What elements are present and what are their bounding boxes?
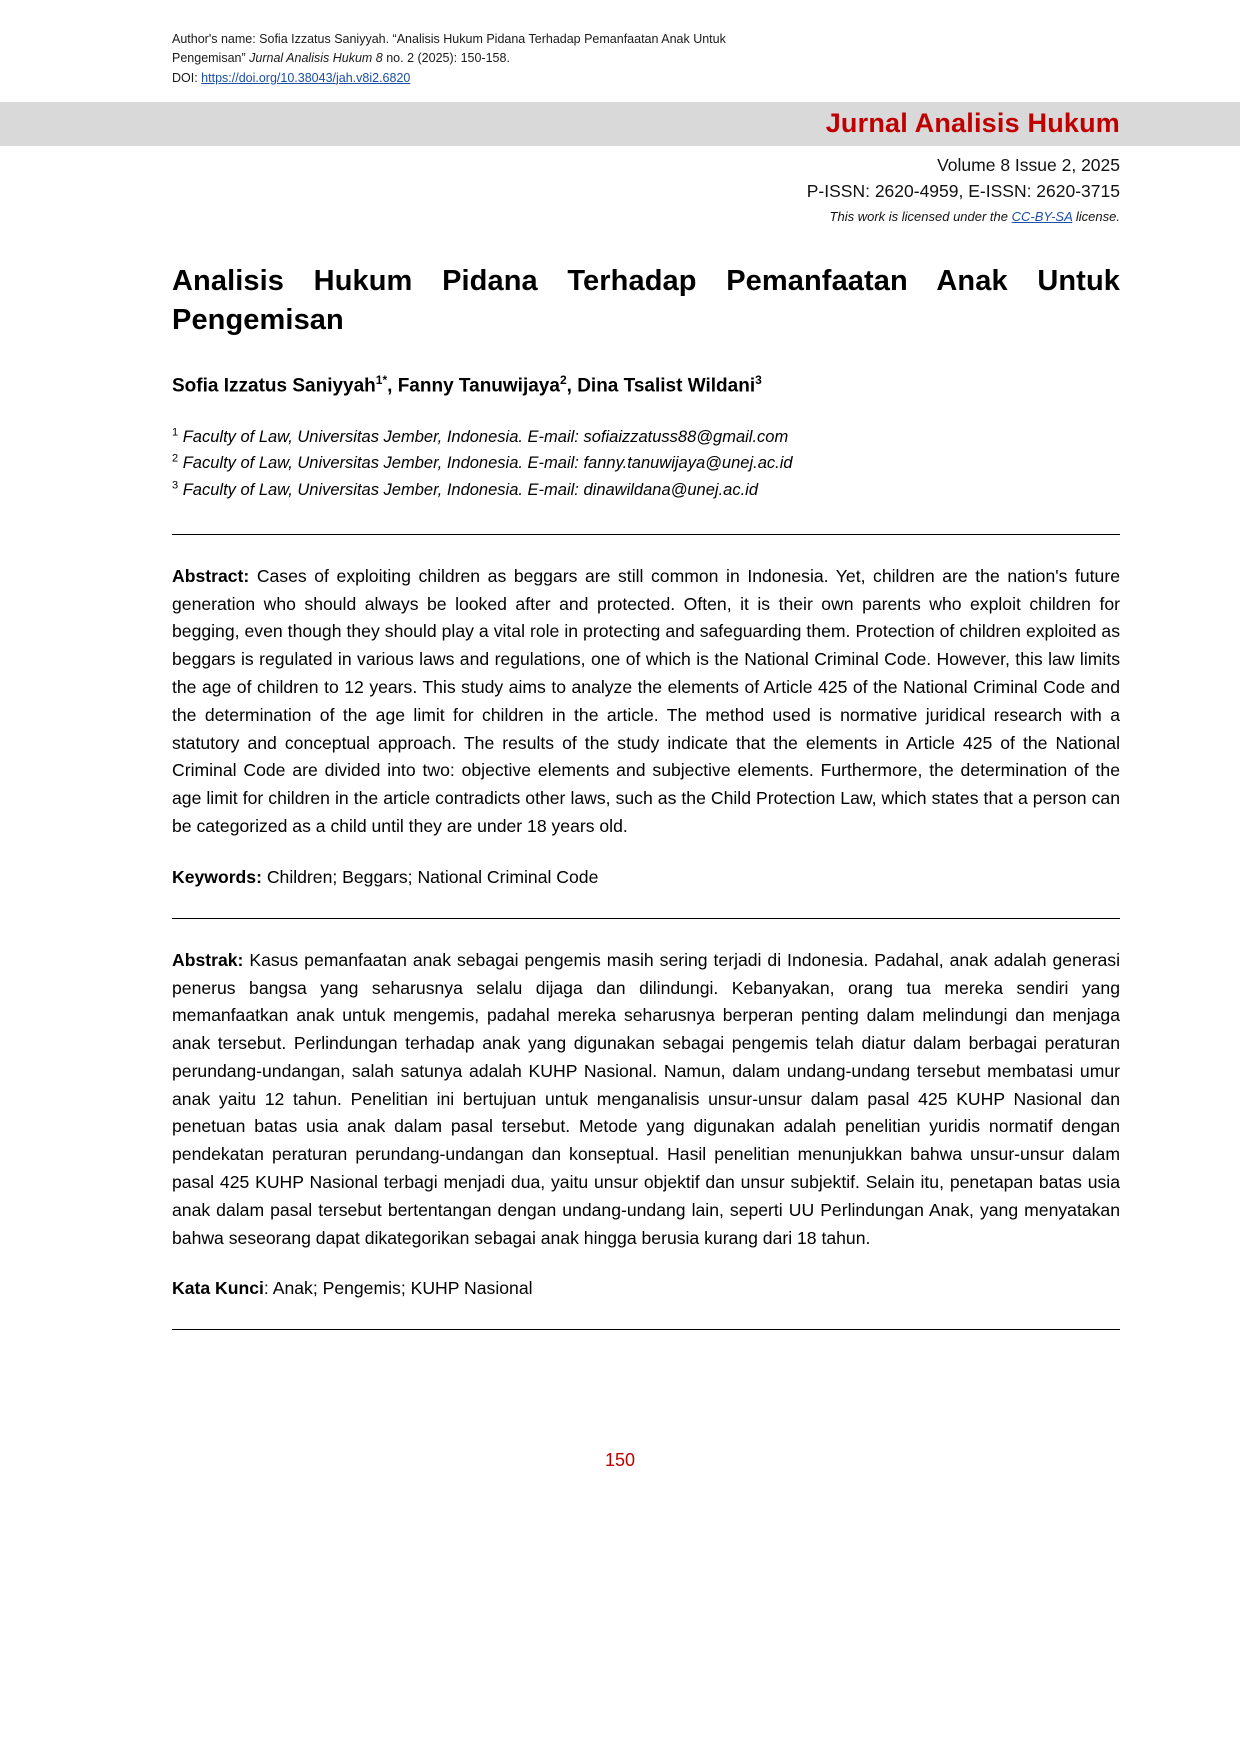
divider-middle bbox=[172, 918, 1120, 919]
affiliation-item bbox=[172, 450, 1120, 477]
journal-meta bbox=[0, 146, 1240, 226]
running-head-journal-name: Jurnal Analisis Hukum 8 bbox=[249, 51, 383, 66]
affiliation-text: Faculty of Law, Universitas Jember, Indonesia. E-mail: sofiaizzatuss88@gmail.com bbox=[182, 427, 789, 446]
running-head-line-2 bbox=[172, 49, 1120, 68]
abstrak-text: Kasus pemanfaatan anak sebagai pengemis masih sering terjadi di Indonesia. Padahal, anak adalah generasi penerus bangsa yang seharusnya selalu dijaga dan dilindungi. Kebanyakan, orang tua mereka sendiri yang memanfaatkan anak untuk mengemis, padahal mereka seharusnya berperan penting dalam melindungi dan menjaga anak tersebut. Perlindungan terhadap anak yang digunakan sebagai pengemis telah diatur dalam berbagai peraturan perundang-undangan, salah satunya adalah KUHP Nasional. Namun, dalam undang-undang tersebut membatasi umur anak yaitu 12 tahun. Penelitian ini bertujuan untuk menganalisis unsur-unsur dalam pasal 425 KUHP Nasional dan penetuan batas usia anak dalam pasal tersebut. Metode yang digunakan adalah penelitian yuridis normatif dengan pendekatan peraturan perundang-undangan dan konseptual. Hasil penelitian menunjukkan bahwa unsur-unsur dalam pasal 425 KUHP Nasional terbagi menjadi dua, yaitu unsur objektif dan unsur subjektif. Selain itu, penetapan batas usia anak dalam pasal tersebut bertentangan dengan undang-undang lain, seperti UU Perlindungan Anak, yang menyatakan bahwa seseorang dapat dikategorikan sebagai anak hingga berusia kurang dari 18 tahun. bbox=[172, 949, 1120, 1248]
page-number: 150 bbox=[604, 1450, 636, 1471]
license-link[interactable]: CC-BY-SA bbox=[1011, 208, 1073, 224]
journal-title: Jurnal Analisis Hukum bbox=[825, 108, 1120, 139]
keywords-label: Keywords: bbox=[172, 866, 262, 887]
doi-link[interactable]: https://doi.org/10.38043/jah.v8i2.6820 bbox=[201, 70, 411, 85]
journal-issn: P-ISSN: 2620-4959, E-ISSN: 2620-3715 bbox=[806, 181, 1120, 202]
author-2-marker: 2 bbox=[559, 373, 567, 388]
author-list bbox=[172, 373, 1120, 397]
license-post: license. bbox=[1072, 208, 1120, 224]
affiliation-text: Faculty of Law, Universitas Jember, Indonesia. E-mail: fanny.tanuwijaya@unej.ac.id bbox=[182, 454, 793, 473]
page-title: Analisis Hukum Pidana Terhadap Pemanfaatan Anak Untuk Pengemisan bbox=[172, 265, 1120, 336]
abstract-text: Cases of exploiting children as beggars are still common in Indonesia. Yet, children are the nation's future generation who should always be looked after and protected. Often, it is their own parents who exploit children for begging, even though they should play a vital role in protecting and safeguarding them. Protection of children exploited as beggars is regulated in various laws and regulations, one of which is the National Criminal Code. However, this law limits the age of children to 12 years. This study aims to analyze the elements of Article 425 of the National Criminal Code and the determination of the age limit for children in the article. The method used is normative juridical research with a statutory and conceptual approach. The results of the study indicate that the elements in Article 425 of the National Criminal Code are divided into two: objective elements and subjective elements. Furthermore, the determination of the age limit for children in the article contradicts other laws, such as the Child Protection Law, which states that a person can be categorized as a child until they are under 18 years old. bbox=[172, 565, 1120, 836]
abstract-indonesian bbox=[172, 947, 1120, 1253]
author-1-marker: 1* bbox=[375, 373, 388, 388]
affiliation-marker: 3 bbox=[172, 479, 179, 492]
divider-bottom bbox=[172, 1329, 1120, 1330]
kata-kunci-label: Kata Kunci bbox=[172, 1278, 264, 1299]
article-content bbox=[0, 262, 1240, 1330]
affiliation-marker: 2 bbox=[172, 452, 179, 465]
running-head-line-1: Author's name: Sofia Izzatus Saniyyah. “Analisis Hukum Pidana Terhadap Pemanfaatan Anak Untuk bbox=[172, 32, 726, 46]
keywords-english bbox=[172, 867, 1120, 888]
keywords-text: Children; Beggars; National Criminal Code bbox=[261, 866, 599, 887]
running-head-citation-post: no. 2 (2025): 150-158. bbox=[382, 51, 510, 66]
author-1: Sofia Izzatus Saniyyah bbox=[172, 375, 376, 397]
author-separator-2: , Dina Tsalist Wildani bbox=[566, 375, 756, 397]
abstract-english bbox=[172, 563, 1120, 841]
license-line bbox=[0, 207, 1120, 227]
affiliation-item bbox=[172, 424, 1120, 451]
doi-label: DOI: bbox=[172, 70, 202, 85]
affiliation-text: Faculty of Law, Universitas Jember, Indonesia. E-mail: dinawildana@unej.ac.id bbox=[182, 481, 759, 500]
license-pre: This work is licensed under the bbox=[829, 208, 1012, 224]
running-head-citation-pre: Pengemisan” bbox=[172, 51, 250, 66]
abstract-label: Abstract: bbox=[172, 565, 250, 586]
keywords-indonesian bbox=[172, 1278, 1120, 1299]
affiliation-list bbox=[172, 424, 1120, 504]
author-3-marker: 3 bbox=[755, 373, 762, 388]
divider-top bbox=[172, 534, 1120, 535]
running-head bbox=[0, 0, 1240, 88]
affiliation-marker: 1 bbox=[172, 426, 179, 439]
affiliation-item bbox=[172, 477, 1120, 504]
abstrak-label: Abstrak: bbox=[172, 949, 244, 970]
kata-kunci-text: : Anak; Pengemis; KUHP Nasional bbox=[263, 1278, 533, 1299]
author-separator-1: , Fanny Tanuwijaya bbox=[387, 375, 560, 397]
doi-line bbox=[172, 69, 1120, 88]
journal-title-band bbox=[0, 102, 1240, 146]
journal-volume: Volume 8 Issue 2, 2025 bbox=[937, 155, 1120, 176]
